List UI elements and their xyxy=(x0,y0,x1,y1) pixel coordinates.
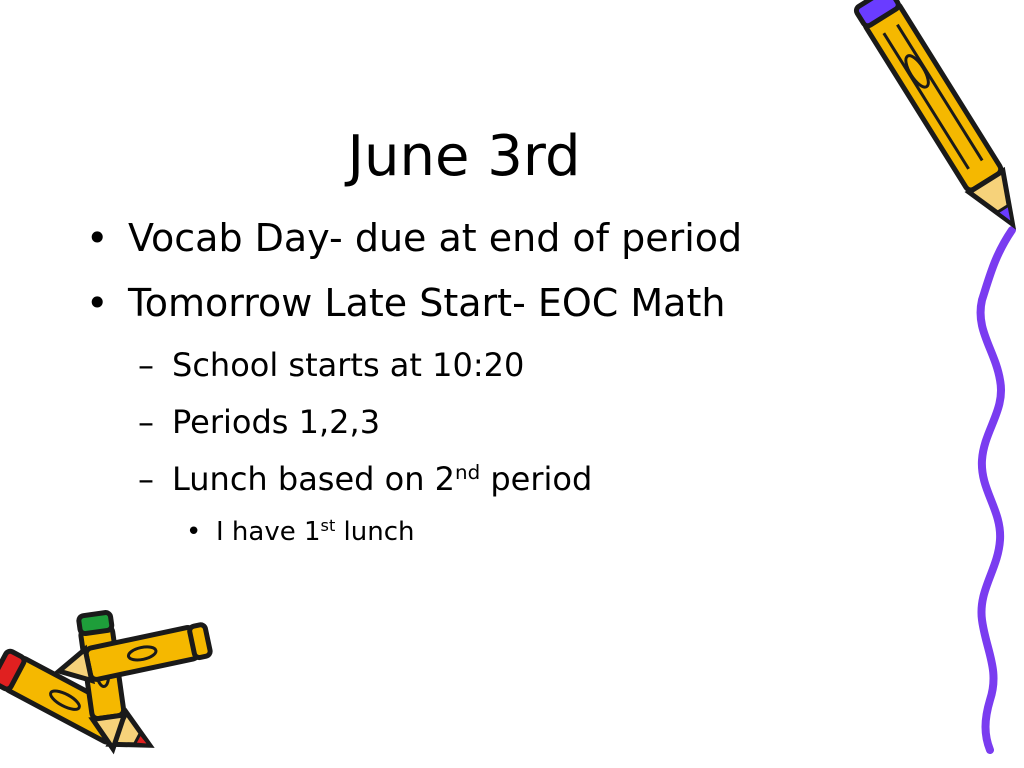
sub-bullet-text: Periods 1,2,3 xyxy=(172,403,381,441)
pencil-icon xyxy=(855,0,1024,235)
sub-sub-bullet-text-tail: lunch xyxy=(335,517,415,547)
dash-marker: – xyxy=(138,403,154,441)
bullet-marker: • xyxy=(86,216,109,260)
squiggle-line xyxy=(981,230,1012,750)
sub-bullet-text: Lunch based on 2 xyxy=(172,460,456,498)
superscript: nd xyxy=(455,461,481,485)
slide-title: June 3rd xyxy=(347,124,581,189)
superscript: st xyxy=(320,516,336,536)
sub-bullet-text-tail: period xyxy=(480,460,593,498)
bullet-text: Vocab Day- due at end of period xyxy=(128,216,743,260)
dash-marker: – xyxy=(138,346,154,384)
bullet-text: Tomorrow Late Start- EOC Math xyxy=(128,281,726,325)
bullet-marker: • xyxy=(86,281,109,325)
sub-sub-bullet-text: I have 1 xyxy=(216,517,321,547)
sub-bullet-text: School starts at 10:20 xyxy=(172,346,525,384)
dash-marker: – xyxy=(138,460,154,498)
bullet-marker: • xyxy=(186,517,202,547)
